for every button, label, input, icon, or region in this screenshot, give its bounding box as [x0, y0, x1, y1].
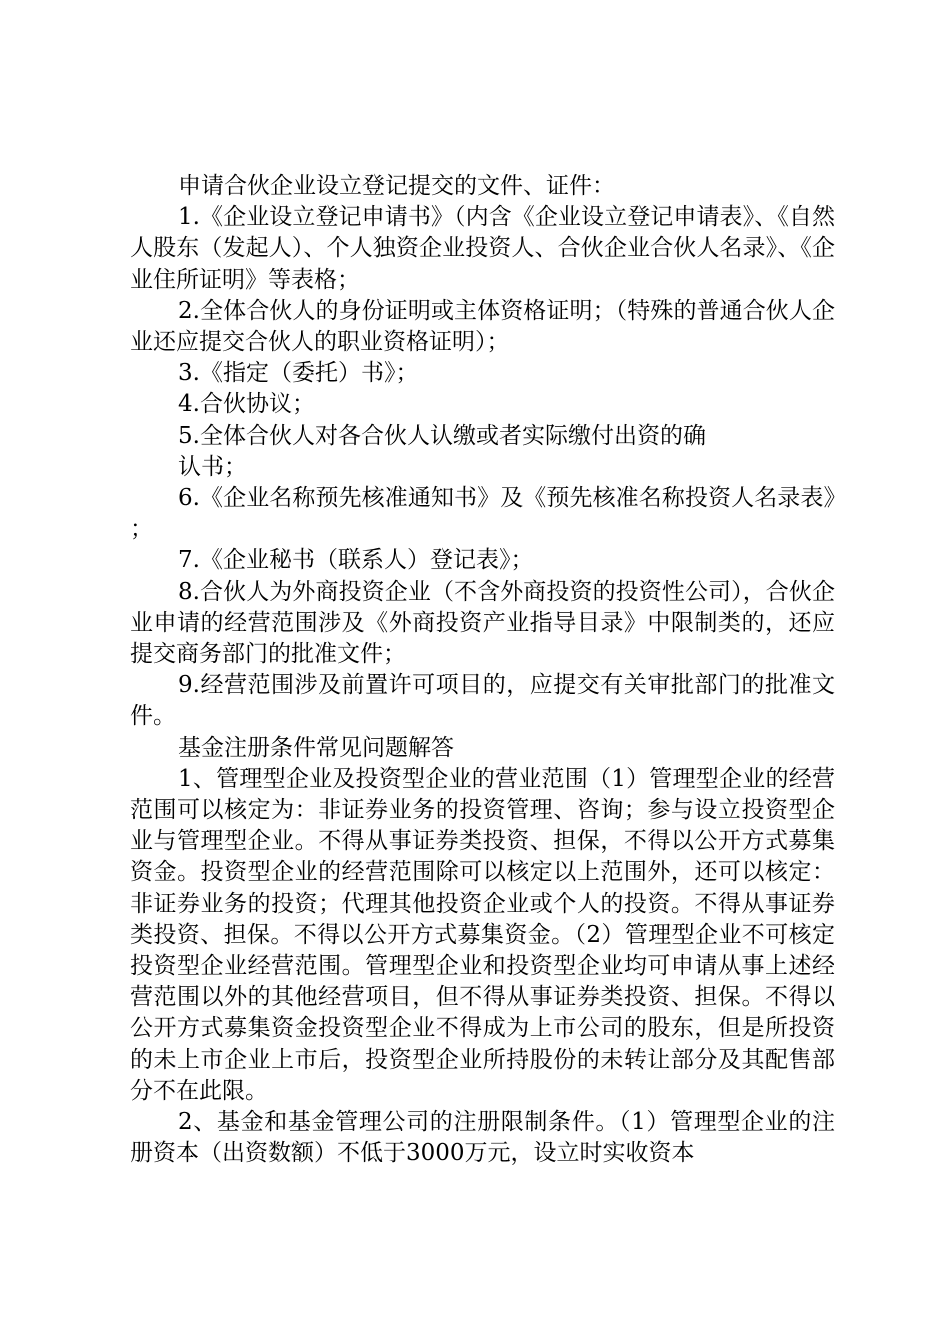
- paragraph-heading-documents: 申请合伙企业设立登记提交的文件、证件：: [178, 173, 615, 199]
- document-page: [130, 171, 835, 1170]
- paragraph-item-9: 9.经营范围涉及前置许可项目的，应提交有关审批部门的批准文件。: [130, 672, 835, 730]
- paragraph-item-1: 1.《企业设立登记申请书》（内含《企业设立登记申请表》、《自然人股东（发起人）、个人独资企业投资人、合伙企业合伙人名录》、《企业住所证明》等表格；: [130, 204, 835, 293]
- paragraph-faq-2: 2、基金和基金管理公司的注册限制条件。（1）管理型企业的注册资本（出资数额）不低于3000万元，设立时实收资本: [130, 1109, 835, 1167]
- paragraph-item-2: 2.全体合伙人的身份证明或主体资格证明；（特殊的普通合伙人企业还应提交合伙人的职业资格证明）；: [130, 297, 835, 356]
- paragraph-heading-faq: 基金注册条件常见问题解答: [178, 734, 454, 761]
- paragraph-item-4: 4.合伙协议；: [178, 391, 315, 418]
- paragraph-item-5: 5.全体合伙人对各合伙人认缴或者实际缴付出资的确: [178, 422, 706, 449]
- paragraph-item-5-continued: 认书；: [178, 453, 247, 480]
- paragraph-item-3: 3.《指定（委托）书》；: [178, 360, 419, 387]
- paragraph-item-6: 6.《企业名称预先核准通知书》及《预先核准名称投资人名录表》；: [130, 485, 835, 543]
- paragraph-faq-1: 1、管理型企业及投资型企业的营业范围（1）管理型企业的经营范围可以核定为：非证券业务的投资管理、咨询；参与设立投资型企业与管理型企业。不得从事证券类投资、担保，不得以公开方式募集资金。投资型企业的经营范围除可以核定以上范围外，还可以核定：非证券业务的投资；代理其他投资企业或个人的投资。不得从事证券类投资、担保。不得以公开方式募集资金。（2）管理型企业不可核定投资型企业经营范围。管理型企业和投资型企业均可申请从事上述经营范围以外的其他经营项目，但不得从事证券类投资、担保。不得以公开方式募集资金投资型企业不得成为上市公司的股东，但是所投资的未上市企业上市后，投资型企业所持股份的未转让部分及其配售部分不在此限。: [130, 765, 835, 1104]
- paragraph-item-8: 8.合伙人为外商投资企业（不含外商投资的投资性公司），合伙企业申请的经营范围涉及《外商投资产业指导目录》中限制类的，还应提交商务部门的批准文件；: [130, 578, 835, 668]
- paragraph-item-7: 7.《企业秘书（联系人）登记表》；: [178, 547, 534, 574]
